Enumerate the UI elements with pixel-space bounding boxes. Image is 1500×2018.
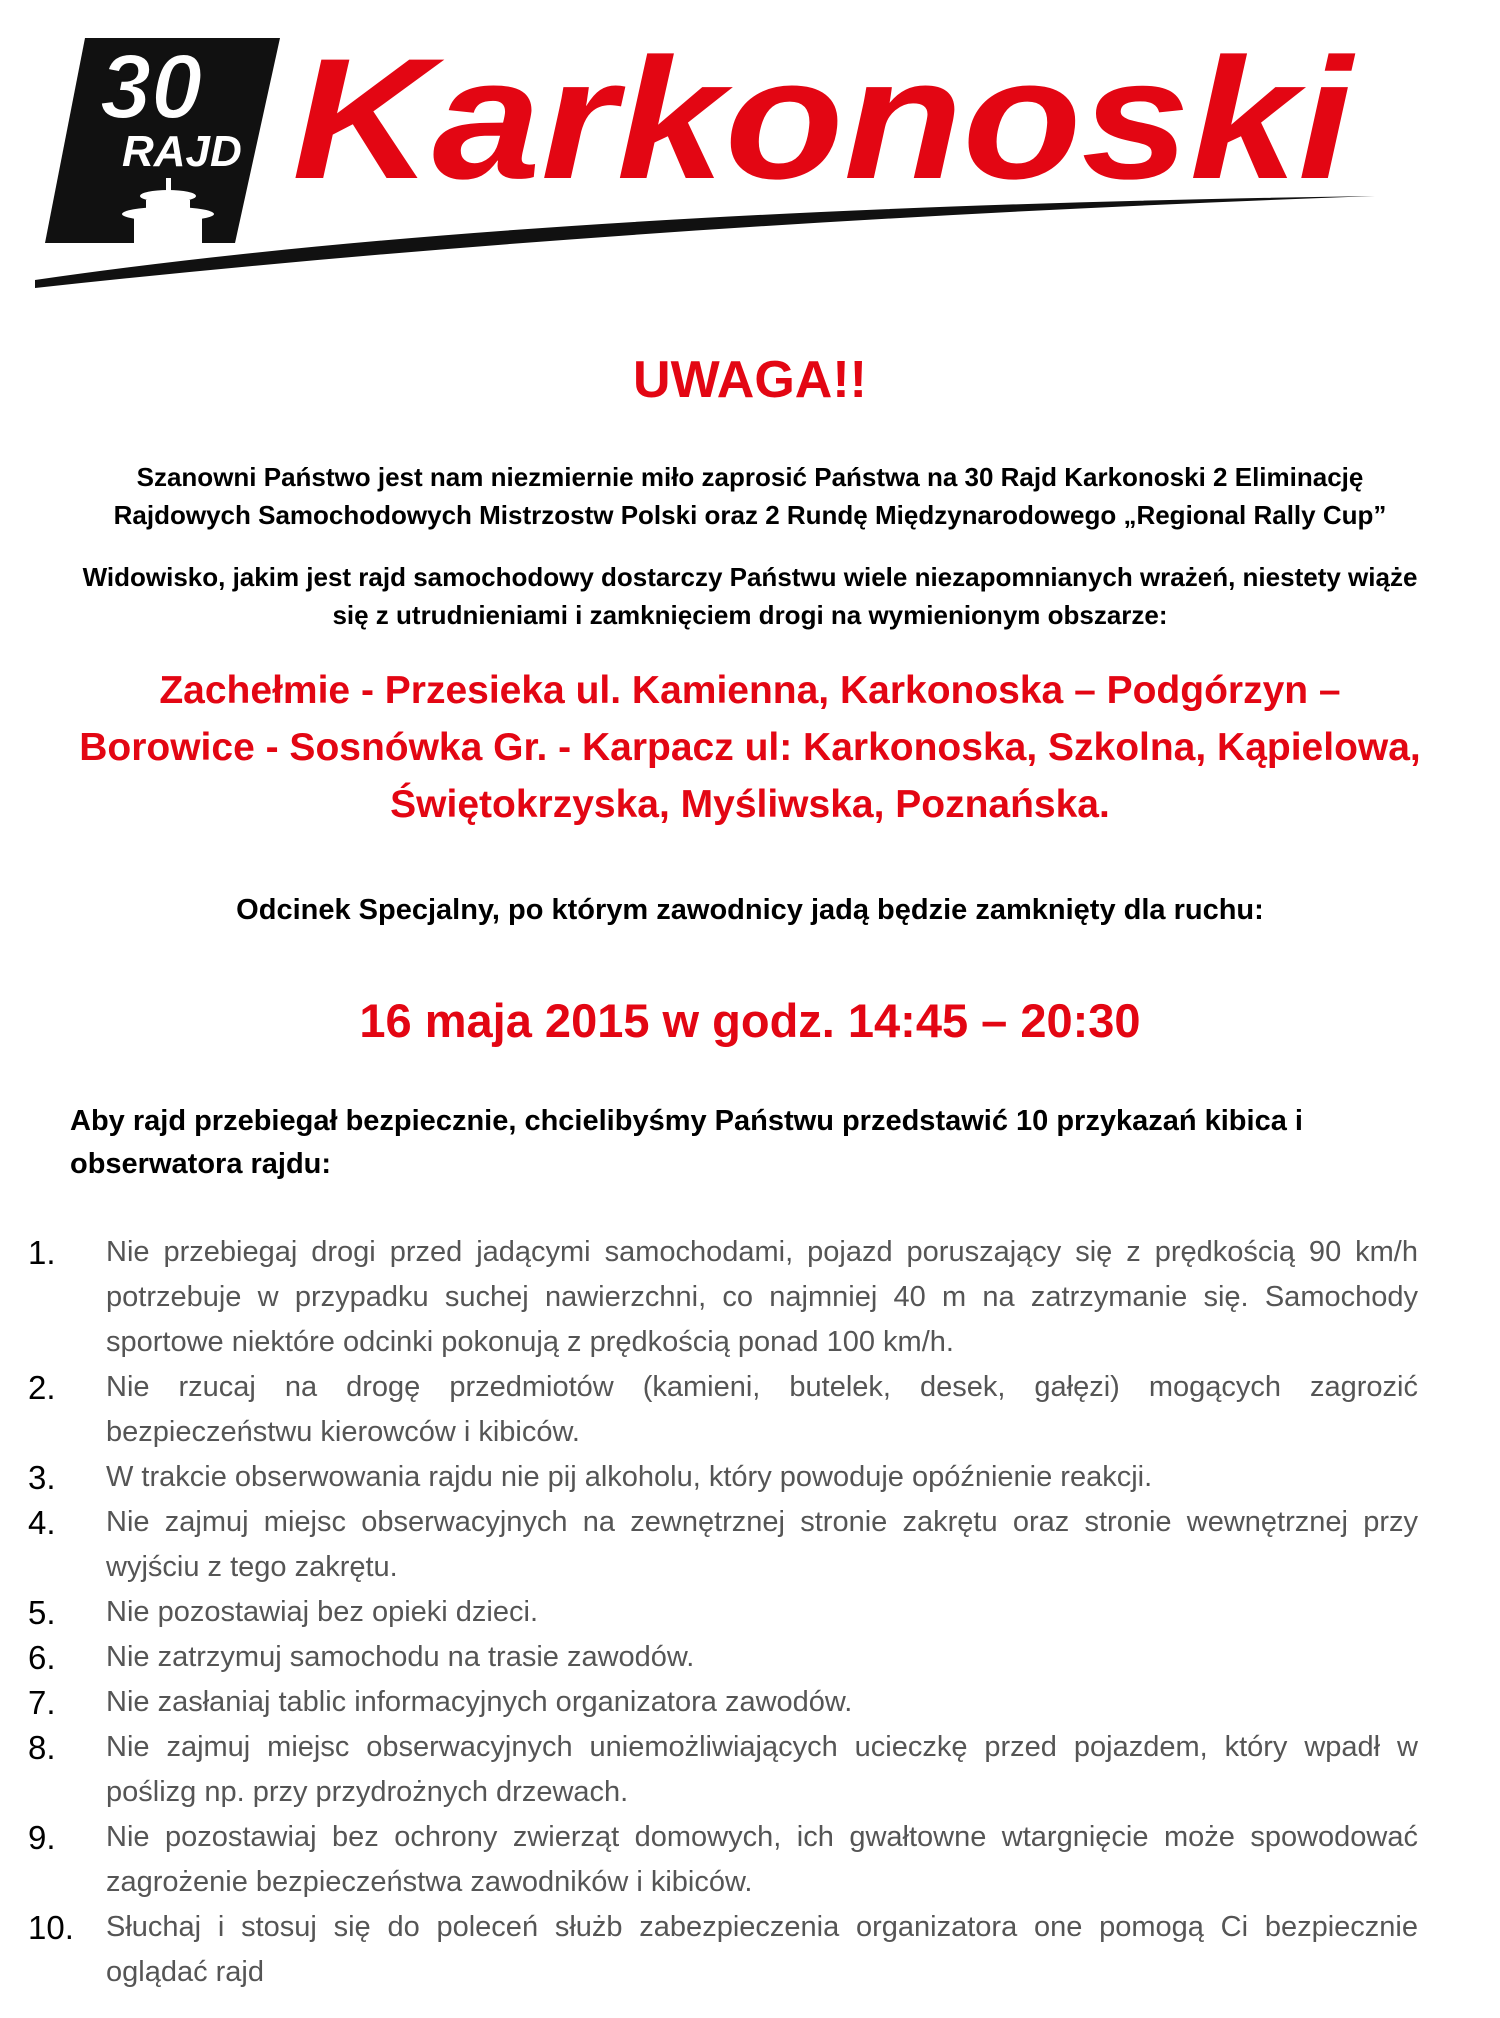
rule-number: 10.	[28, 1909, 74, 1946]
safety-intro: Aby rajd przebiegał bezpiecznie, chcielibyśmy Państwu przedstawić 10 przykazań kibica i obserwatora rajdu:	[70, 1105, 1303, 1180]
rule-number: 6.	[28, 1639, 56, 1676]
rule-item	[28, 1725, 1418, 1815]
logo-small-word: RAJD	[122, 127, 242, 176]
rule-text: W trakcie obserwowania rajdu nie pij alkoholu, który powoduje opóźnienie reakcji.	[106, 1461, 1153, 1493]
rule-text: Nie zajmuj miejsc obserwacyjnych na zewnętrznej stronie zakrętu oraz stronie wewnętrznej przy wyjściu z tego zakrętu.	[106, 1506, 1418, 1583]
rule-number: 5.	[28, 1594, 56, 1631]
rule-item	[28, 1815, 1418, 1905]
rule-number: 8.	[28, 1729, 56, 1766]
rule-item	[28, 1230, 1418, 1365]
warning-title: UWAGA!!	[633, 351, 867, 409]
rule-text: Nie zasłaniaj tablic informacyjnych organizatora zawodów.	[106, 1686, 853, 1718]
disruption-paragraph: Widowisko, jakim jest rajd samochodowy dostarczy Państwu wiele niezapomnianych wrażeń, niestety wiąże się z utrudnieniami i zamknięciem drogi na wymienionym obszarze:	[82, 562, 1418, 630]
rule-text: Nie zajmuj miejsc obserwacyjnych uniemożliwiających ucieczkę przed pojazdem, który wpadł w poślizg np. przy przydrożnych drzewach.	[106, 1731, 1418, 1808]
rule-item	[28, 1500, 1418, 1590]
rule-number: 4.	[28, 1504, 56, 1541]
rule-number: 3.	[28, 1459, 56, 1496]
logo-wordmark: Karkonoski	[292, 23, 1356, 215]
rule-text: Nie pozostawiaj bez ochrony zwierząt domowych, ich gwałtowne wtargnięcie może spowodować zagrożenie bezpieczeństwa zawodników i kibiców.	[106, 1821, 1418, 1898]
logo-number: 30	[100, 36, 203, 138]
rule-text: Nie zatrzymuj samochodu na trasie zawodów.	[106, 1641, 695, 1673]
closure-date-time: 16 maja 2015 w godz. 14:45 – 20:30	[359, 994, 1141, 1047]
rule-item	[28, 1680, 1418, 1725]
rule-text: Nie pozostawiaj bez opieki dzieci.	[106, 1596, 538, 1628]
invitation-paragraph: Szanowni Państwo jest nam niezmiernie miło zaprosić Państwa na 30 Rajd Karkonoski 2 Eliminację Rajdowych Samochodowych Mistrzostw Polski oraz 2 Rundę Międzynarodowego „Regional Rally Cup”	[113, 462, 1387, 530]
rule-number: 2.	[28, 1369, 56, 1406]
rule-item	[28, 1365, 1418, 1455]
rule-item	[28, 1905, 1418, 1995]
special-stage-notice: Odcinek Specjalny, po którym zawodnicy jadą będzie zamknięty dla ruchu:	[236, 894, 1264, 926]
rule-number: 1.	[28, 1234, 56, 1271]
rule-number: 9.	[28, 1819, 56, 1856]
rule-item	[28, 1455, 1418, 1500]
spectator-rules-list	[28, 1230, 1418, 1995]
rule-text: Nie rzucaj na drogę przedmiotów (kamieni, butelek, desek, gałęzi) mogących zagrozić bezpieczeństwu kierowców i kibiców.	[106, 1371, 1418, 1448]
rule-item	[28, 1635, 1418, 1680]
rally-logo	[30, 18, 1400, 300]
rule-text: Słuchaj i stosuj się do poleceń służb zabezpieczenia organizatora one pomogą Ci bezpiecznie oglądać rajd	[106, 1911, 1418, 1988]
rule-text: Nie przebiegaj drogi przed jadącymi samochodami, pojazd poruszający się z prędkością 90 km/h potrzebuje w przypadku suchej nawierzchni, co najmniej 40 m na zatrzymanie się. Samochody sportowe niektóre odcinki pokonują z prędkością ponad 100 km/h.	[106, 1236, 1418, 1358]
rule-item	[28, 1590, 1418, 1635]
closed-roads-list: Zachełmie - Przesieka ul. Kamienna, Karkonoska – Podgórzyn – Borowice - Sosnówka Gr. - Karpacz ul: Karkonoska, Szkolna, Kąpielowa, Świętokrzyska, Myśliwska, Poznańska.	[79, 669, 1421, 826]
rule-number: 7.	[28, 1684, 56, 1721]
